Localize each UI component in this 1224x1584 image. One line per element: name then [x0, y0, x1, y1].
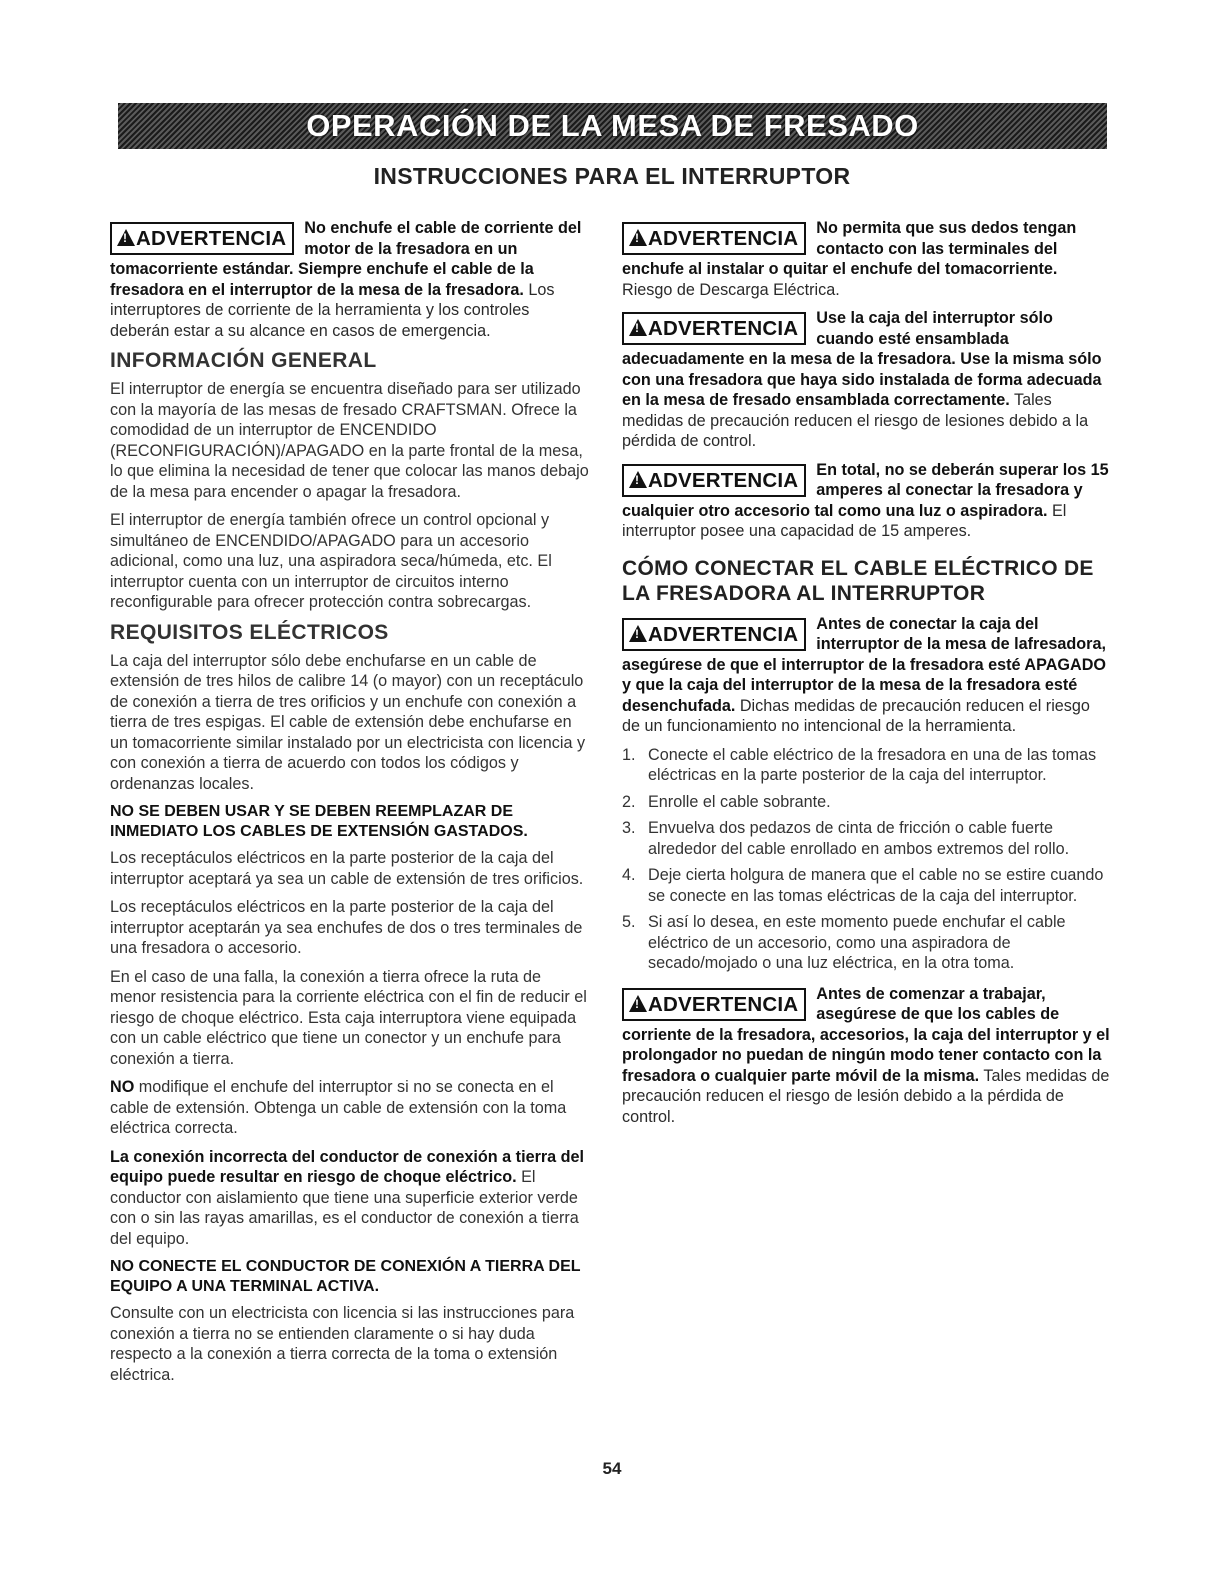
section-heading-connect: CÓMO CONECTAR EL CABLE ELÉCTRICO DE LA FRESADORA AL INTERRUPTOR: [622, 556, 1094, 605]
text: El conductor con aislamiento que tiene una superficie exterior verde con o sin las rayas amarillas, es el conductor de conexión a tierra del equipo.: [110, 1168, 579, 1248]
warning-badge: [622, 988, 806, 1021]
step-text: Envuelva dos pedazos de cinta de fricción o cable fuerte alrededor del cable enrollado en ambos extremos del rollo.: [648, 819, 1070, 858]
warning-text-bold: Antes de comenzar a trabajar, asegúrese de que los cables de corriente de la fresadora, accesorios, la caja del interruptor y el prolongador no puedan de ningún modo tener contacto con la fresadora o cualquier parte móvil de la misma.: [622, 984, 1110, 1085]
warning-text: Tales medidas de precaución reducen el riesgo de lesión debido a la pérdida de control.: [622, 1066, 1110, 1126]
text: modifique el enchufe del interruptor si no se conecta en el cable de extensión. Obtenga un cable de extensión con la toma eléctrica correcta.: [110, 1078, 567, 1137]
warning-label: ADVERTENCIA: [648, 317, 799, 340]
warning-triangle-icon: !: [629, 625, 647, 642]
warning-block: [622, 218, 1110, 300]
warning-block: [110, 218, 590, 341]
paragraph: El interruptor de energía se encuentra diseñado para ser utilizado con la mayoría de las mesas de fresado CRAFTSMAN. Ofrece la comodidad de un interruptor de ENCENDIDO (RECONFIGURACIÓN)/APAGADO en la parte frontal de la mesa, lo que elimina la necesidad de tener que colocar las manos debajo de la mesa para encender o apagar la fresadora.: [110, 380, 589, 501]
warning-text-bold: En total, no se deberán superar los 15 amperes al conectar la fresadora y cualquier otro accesorio tal como una luz o aspiradora.: [622, 460, 1109, 520]
list-item: [622, 818, 1110, 859]
warning-text: Riesgo de Descarga Eléctrica.: [622, 280, 840, 299]
page-number: 54: [602, 1459, 622, 1478]
warning-triangle-icon: !: [629, 319, 647, 336]
warning-triangle-icon: !: [629, 229, 647, 246]
paragraph: Los receptáculos eléctricos en la parte posterior de la caja del interruptor aceptará ya sea un cable de extensión de tres orificios.: [110, 849, 584, 888]
subheading: NO SE DEBEN USAR Y SE DEBEN REEMPLAZAR DE INMEDIATO LOS CABLES DE EXTENSIÓN GASTADOS.: [110, 803, 528, 840]
warning-badge: [622, 618, 806, 651]
warning-badge: [622, 222, 806, 255]
paragraph: La caja del interruptor sólo debe enchufarse en un cable de extensión de tres hilos de calibre 14 (o mayor) con un receptáculo de conexión a tierra de tres orificios y un enchufe con conexión a tierra de tres espigas. El cable de extensión debe enchufarse en un tomacorriente similar instalado por un electricista con licencia y con conexión a tierra de acuerdo con todos los códigos y ordenanzas locales.: [110, 651, 586, 793]
warning-triangle-icon: !: [629, 995, 647, 1012]
warning-label: ADVERTENCIA: [648, 468, 799, 492]
subheading: NO CONECTE EL CONDUCTOR DE CONEXIÓN A TIERRA DEL EQUIPO A UNA TERMINAL ACTIVA.: [110, 1258, 581, 1295]
step-number: 5.: [622, 913, 636, 931]
warning-triangle-icon: !: [117, 229, 135, 246]
warning-badge: [622, 312, 806, 345]
step-text: Si así lo desea, en este momento puede enchufar el cable eléctrico de un accesorio, como una aspiradora de secado/mojado o una luz eléctrica, en la otra toma.: [648, 913, 1066, 972]
list-item: [622, 865, 1110, 906]
paragraph: [110, 1147, 590, 1250]
paragraph: El interruptor de energía también ofrece un control opcional y simultáneo de ENCENDIDO/APAGADO para un accesorio adicional, como una luz, una aspiradora seca/húmeda, etc. El interruptor cuenta con un interruptor de circuitos interno reconfigurable para ofrecer protección contra sobrecargas.: [110, 511, 552, 611]
warning-label: ADVERTENCIA: [136, 227, 287, 250]
section-banner: [118, 103, 1107, 149]
paragraph: Consulte con un electricista con licencia si las instrucciones para conexión a tierra no se entienden claramente o si hay duda respecto a la conexión a tierra correcta de la toma o extensión eléctrica.: [110, 1304, 575, 1384]
warning-label: ADVERTENCIA: [648, 227, 799, 250]
section-heading-info-general: INFORMACIÓN GENERAL: [110, 349, 377, 372]
paragraph: [110, 1077, 590, 1139]
warning-badge: [622, 464, 806, 497]
left-column: [110, 218, 590, 1393]
paragraph: Los receptáculos eléctricos en la parte posterior de la caja del interruptor aceptarán ya sea enchufes de dos o tres terminales de una fresadora o accesorio.: [110, 898, 583, 957]
warning-block: [622, 460, 1110, 542]
list-item: [622, 745, 1110, 786]
step-text: Enrolle el cable sobrante.: [648, 792, 831, 811]
step-number: 2.: [622, 792, 636, 811]
warning-block: [622, 614, 1110, 737]
list-item: [622, 792, 1110, 813]
warning-text-bold: No enchufe el cable de corriente del motor de la fresadora en un tomacorriente estándar. Siempre enchufe el cable de la fresadora en el interruptor de la mesa de la fresadora.: [110, 219, 582, 299]
bold-text: La conexión incorrecta del conductor de conexión a tierra del equipo puede resultar en riesgo de choque eléctrico.: [110, 1147, 585, 1186]
steps-list: [622, 745, 1110, 974]
warning-badge: [110, 222, 294, 255]
banner-title: OPERACIÓN DE LA MESA DE FRESADO: [306, 108, 919, 143]
list-item: [622, 912, 1110, 974]
warning-text: Dichas medidas de precaución reducen el riesgo de un funcionamiento no intencional de la herramienta.: [622, 696, 1090, 735]
warning-label: ADVERTENCIA: [648, 992, 799, 1016]
warning-block: [622, 984, 1110, 1128]
paragraph: En el caso de una falla, la conexión a tierra ofrece la ruta de menor resistencia para la corriente eléctrica con el fin de reducir el riesgo de choque eléctrico. Esta caja interruptora viene equipada con un cable eléctrico que tiene un conector y un enchufe para conexión a tierra.: [110, 967, 587, 1068]
warning-label: ADVERTENCIA: [648, 622, 799, 646]
warning-text-bold: Use la caja del interruptor sólo cuando esté ensamblada adecuadamente en la mesa de la fresadora. Use la misma sólo con una fresadora que haya sido instalada de forma adecuada en la mesa de fresado ensamblada correctamente.: [622, 309, 1102, 409]
warning-text-bold: No permita que sus dedos tengan contacto con las terminales del enchufe al instalar o quitar el enchufe del tomacorriente.: [622, 219, 1077, 278]
step-number: 1.: [622, 745, 636, 764]
warning-triangle-icon: !: [629, 471, 647, 488]
right-column: [622, 218, 1110, 1135]
step-text: Deje cierta holgura de manera que el cable no se estire cuando se conecte en las tomas eléctricas de la caja del interruptor.: [648, 866, 1104, 905]
step-number: 4.: [622, 866, 636, 884]
warning-block: [622, 308, 1110, 452]
warning-text-bold: Antes de conectar la caja del interruptor de la mesa de lafresadora, asegúrese de que el interruptor de la fresadora esté APAGADO y que la caja del interruptor de la mesa de la fresadora esté desenchufada.: [622, 614, 1106, 715]
step-text: Conecte el cable eléctrico de la fresadora en una de las tomas eléctricas en la parte posterior de la caja del interruptor.: [648, 745, 1097, 784]
bold-text: NO: [110, 1078, 135, 1096]
warning-text: Los interruptores de corriente de la herramienta y los controles deberán estar a su alcance en casos de emergencia.: [110, 280, 555, 340]
step-number: 3.: [622, 819, 636, 837]
section-heading-requisitos: REQUISITOS ELÉCTRICOS: [110, 620, 389, 644]
page-subtitle: INSTRUCCIONES PARA EL INTERRUPTOR: [373, 163, 851, 189]
warning-text: El interruptor posee una capacidad de 15 amperes.: [622, 501, 1067, 540]
warning-text: Tales medidas de precaución reducen el riesgo de lesiones debido a la pérdida de control.: [622, 391, 1089, 450]
